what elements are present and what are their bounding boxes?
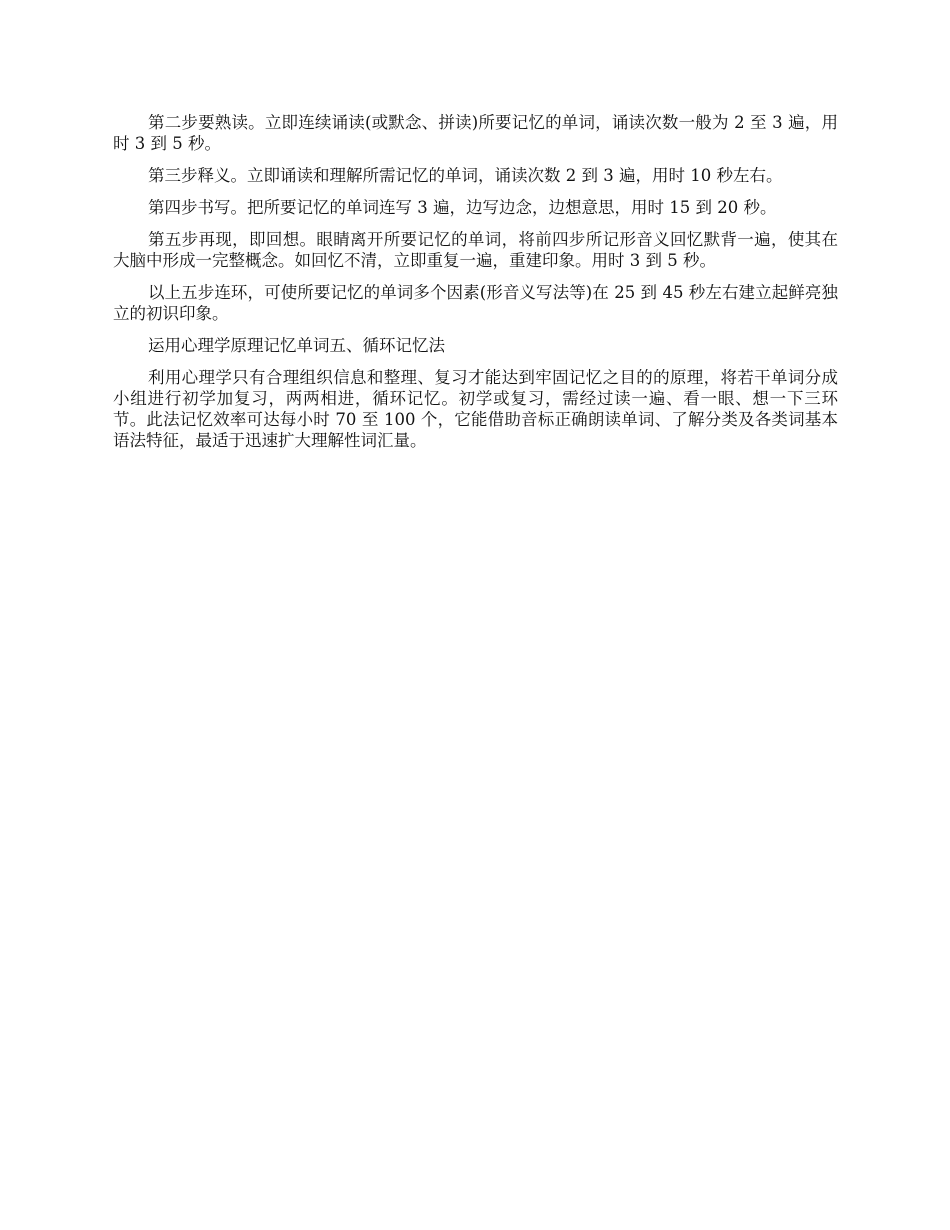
- paragraph-step-three: 第三步释义。立即诵读和理解所需记忆的单词，诵读次数 2 到 3 遍，用时 10 秒左右。: [148, 166, 783, 185]
- document-page: [113, 112, 838, 462]
- paragraph-step-five: 第五步再现，即回想。眼睛离开所要记忆的单词，将前四步所记形音义回忆默背一遍，使其在大脑中形成一完整概念。如回忆不清，立即重复一遍，重建印象。用时 3 到 5 秒。: [113, 230, 838, 270]
- paragraph-summary: 以上五步连环，可使所要记忆的单词多个因素(形音义写法等)在 25 到 45 秒左右建立起鲜亮独立的初识印象。: [113, 283, 838, 323]
- paragraph-step-two: 第二步要熟读。立即连续诵读(或默念、拼读)所要记忆的单词，诵读次数一般为 2 至 3 遍，用时 3 到 5 秒。: [113, 113, 838, 153]
- section-heading: 运用心理学原理记忆单词五、循环记忆法: [148, 336, 445, 355]
- paragraph-cyclic-method: 利用心理学只有合理组织信息和整理、复习才能达到牢固记忆之目的的原理，将若干单词分成小组进行初学加复习，两两相进，循环记忆。初学或复习，需经过读一遍、看一眼、想一下三环节。此法记忆效率可达每小时 70 至 100 个，它能借助音标正确朗读单词、了解分类及各类词基本语法特征，最适于迅速扩大理解性词汇量。: [113, 368, 838, 450]
- paragraph-step-four: 第四步书写。把所要记忆的单词连写 3 遍，边写边念，边想意思，用时 15 到 20 秒。: [148, 198, 777, 217]
